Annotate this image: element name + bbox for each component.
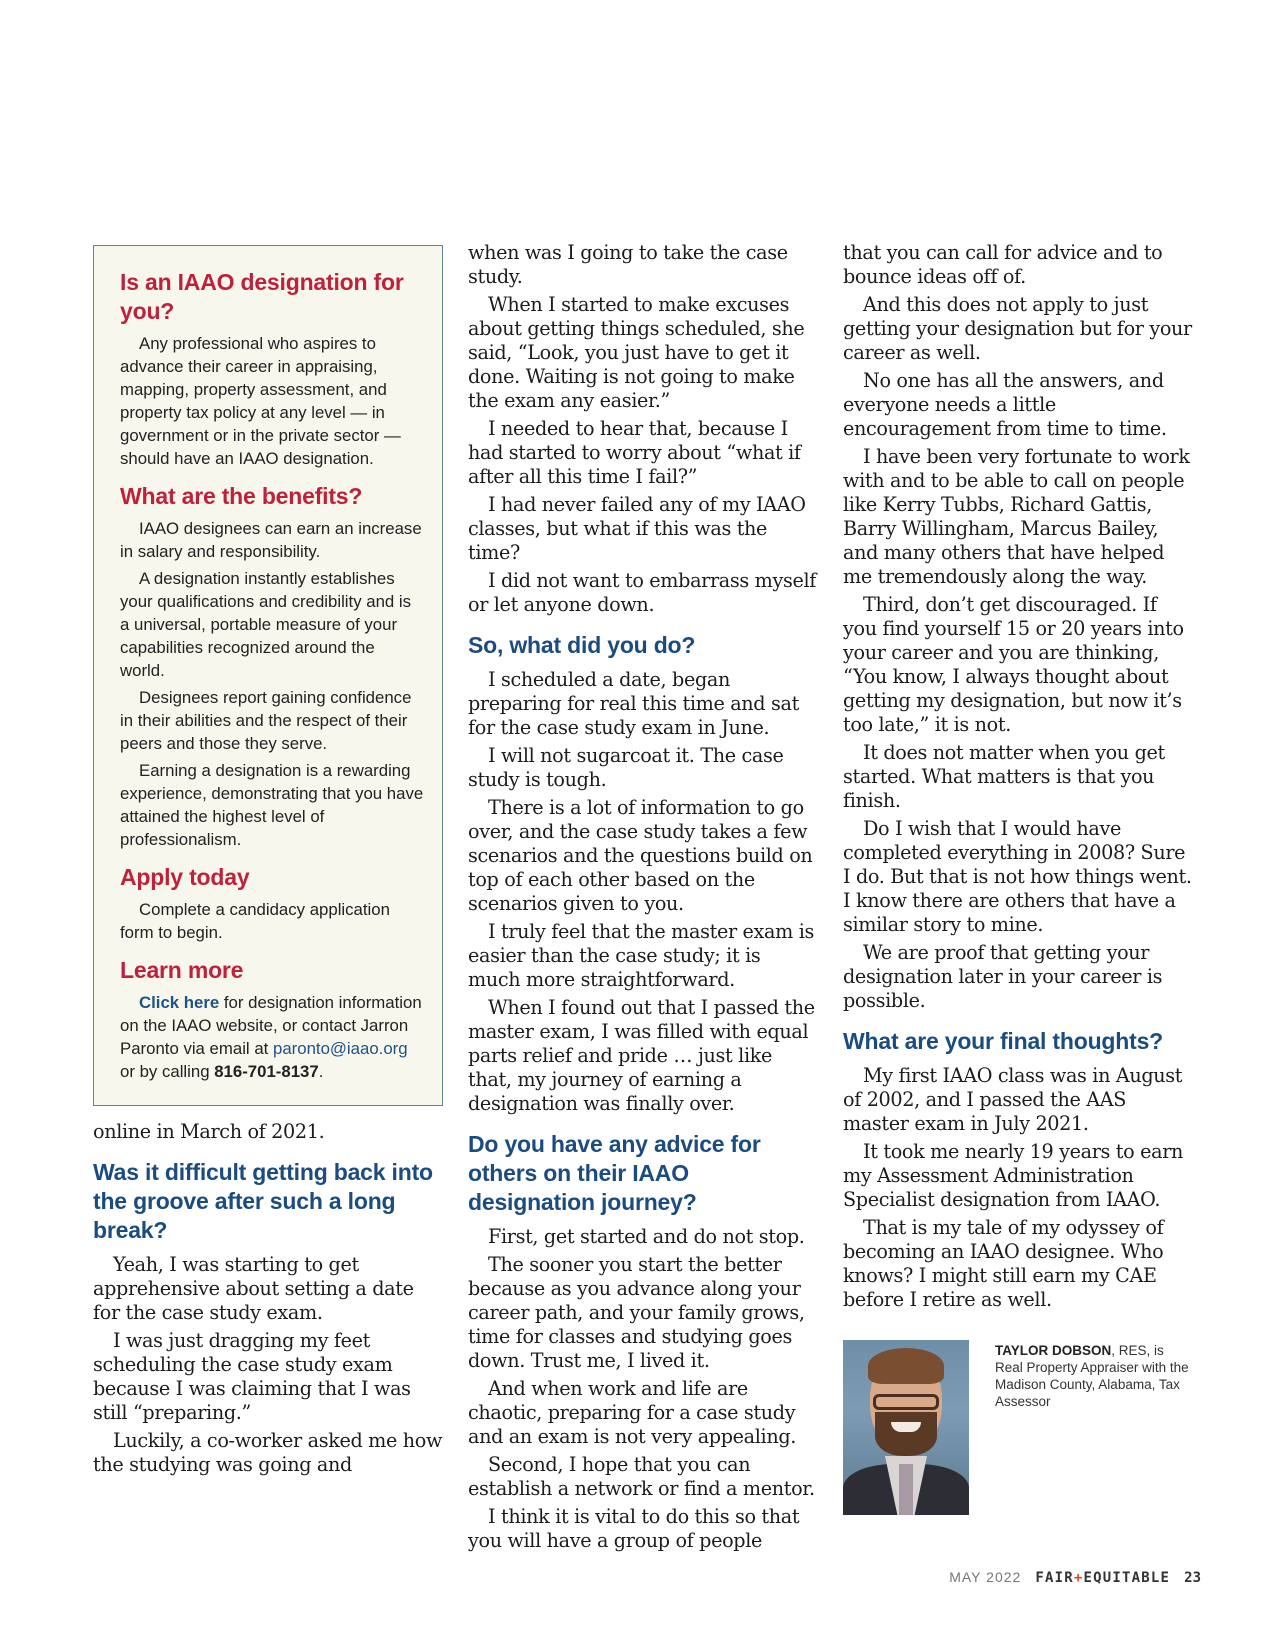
body-paragraph: I have been very fortunate to work with and to be able to call on people like Kerry Tubbs, Richard Gattis, Barry Willingham, Marcus Bailey, and many others that have helped me tremendously along the way.: [843, 445, 1190, 588]
column-2: [468, 241, 818, 1557]
body-paragraph: I needed to hear that, because I had started to worry about “what if after all this time I fail?”: [468, 417, 801, 488]
sidebar-paragraph: Complete a candidacy application form to begin.: [120, 900, 390, 942]
body-paragraph: online in March of 2021.: [93, 1120, 325, 1143]
magazine-name: [1035, 1570, 1170, 1586]
column-3: [843, 241, 1193, 1515]
body-paragraph: Yeah, I was starting to get apprehensive about setting a date for the case study exam.: [93, 1253, 414, 1324]
body-paragraph: There is a lot of information to go over, and the case study takes a few scenarios and the questions build on top of each other based on the scenarios given to you.: [468, 796, 813, 915]
body-paragraph: I will not sugarcoat it. The case study is tough.: [468, 744, 784, 791]
body-paragraph: I think it is vital to do this so that you will have a group of people: [468, 1505, 800, 1552]
question-heading: So, what did you do?: [468, 632, 696, 658]
phone-number: 816-701-8137: [214, 1062, 319, 1081]
body-paragraph: I truly feel that the master exam is easier than the case study; it is much more straightforward.: [468, 920, 814, 991]
brand-left: FAIR: [1035, 1570, 1074, 1586]
sidebar-heading-learn-more: Learn more: [120, 957, 244, 983]
click-here-link[interactable]: Click here: [139, 993, 220, 1012]
page-number: 23: [1184, 1570, 1201, 1586]
question-heading: Was it difficult getting back into the groove after such a long break?: [93, 1159, 433, 1243]
body-paragraph: Do I wish that I would have completed everything in 2008? Sure I do. But that is not how things went. I know there are others that have a similar story to mine.: [843, 817, 1192, 936]
question-heading: Do you have any advice for others on their IAAO designation journey?: [468, 1131, 761, 1215]
body-paragraph: that you can call for advice and to bounce ideas off of.: [843, 241, 1163, 288]
sidebar-paragraph: Any professional who aspires to advance their career in appraising, mapping, property assessment, and property tax policy at any level — in government or in the private sector — should have an IAAO designation.: [120, 334, 401, 468]
body-paragraph: when was I going to take the case study.: [468, 241, 788, 288]
sidebar-heading-benefits: What are the benefits?: [120, 483, 363, 509]
body-paragraph: I scheduled a date, began preparing for real this time and sat for the case study exam in June.: [468, 668, 799, 739]
email-link[interactable]: paronto@iaao.org: [272, 1039, 408, 1058]
sidebar-heading-designation: Is an IAAO designation for you?: [120, 269, 404, 324]
body-paragraph: I did not want to embarrass myself or let anyone down.: [468, 569, 817, 616]
page-footer: [949, 1569, 1201, 1586]
sidebar-paragraph: Designees report gaining confidence in their abilities and the respect of their peers and those they serve.: [120, 688, 412, 753]
sidebar-learn-more-paragraph: [120, 991, 424, 1083]
sidebar-paragraph: Earning a designation is a rewarding experience, demonstrating that you have attained the highest level of professionalism.: [120, 761, 424, 849]
body-paragraph: We are proof that getting your designation later in your career is possible.: [843, 941, 1163, 1012]
body-paragraph: No one has all the answers, and everyone needs a little encouragement from time to time.: [843, 369, 1167, 440]
brand-right: EQUITABLE: [1083, 1570, 1171, 1586]
sidebar-heading-apply: Apply today: [120, 864, 250, 890]
body-paragraph: The sooner you start the better because as you advance along your career path, and your family grows, time for classes and studying goes down. Trust me, I lived it.: [468, 1253, 805, 1372]
body-paragraph: It took me nearly 19 years to earn my Assessment Administration Specialist designation from IAAO.: [843, 1140, 1184, 1211]
column-1: [93, 245, 443, 1481]
author-bio: [843, 1340, 1193, 1515]
body-paragraph: When I found out that I passed the master exam, I was filled with equal parts relief and pride … just like that, my journey of earning a designation was finally over.: [468, 996, 815, 1115]
body-paragraph: That is my tale of my odyssey of becoming an IAAO designee. Who knows? I might still earn my CAE before I retire as well.: [843, 1216, 1164, 1311]
body-paragraph: Second, I hope that you can establish a network or find a mentor.: [468, 1453, 815, 1500]
body-paragraph: When I started to make excuses about getting things scheduled, she said, “Look, you just have to get it done. Waiting is not going to make the exam any easier.”: [468, 293, 805, 412]
body-paragraph: First, get started and do not stop.: [488, 1225, 805, 1248]
question-heading: What are your final thoughts?: [843, 1028, 1164, 1054]
body-paragraph: It does not matter when you get started. What matters is that you finish.: [843, 741, 1165, 812]
body-paragraph: I was just dragging my feet scheduling the case study exam because I was claiming that I was still “preparing.”: [93, 1329, 411, 1424]
body-paragraph: My first IAAO class was in August of 2002, and I passed the AAS master exam in July 2021.: [843, 1064, 1183, 1135]
body-paragraph: Luckily, a co-worker asked me how the studying was going and: [93, 1429, 443, 1476]
author-name: TAYLOR DOBSON: [995, 1343, 1112, 1358]
author-description: , RES, is Real Property Appraiser with the Madison County, Alabama, Tax Assessor: [995, 1343, 1189, 1409]
body-paragraph: Third, don’t get discouraged. If you find yourself 15 or 20 years into your career and you are thinking, “You know, I always thought about getting my designation, but now it’s too late,” it is not.: [843, 593, 1184, 736]
sidebar-paragraph: IAAO designees can earn an increase in salary and responsibility.: [120, 519, 422, 561]
learn-more-text: for designation information on the IAAO website, or contact Jarron Paronto via email at: [120, 993, 422, 1058]
learn-more-text: .: [318, 1062, 324, 1081]
issue-date: MAY 2022: [949, 1569, 1022, 1585]
body-paragraph: I had never failed any of my IAAO classes, but what if this was the time?: [468, 493, 806, 564]
author-bio-text: [995, 1340, 1193, 1515]
designation-sidebar: [93, 245, 443, 1106]
author-photo: [843, 1340, 969, 1515]
body-paragraph: And when work and life are chaotic, preparing for a case study and an exam is not very appealing.: [468, 1377, 797, 1448]
body-paragraph: And this does not apply to just getting your designation but for your career as well.: [843, 293, 1192, 364]
learn-more-text: or by calling: [120, 1062, 215, 1081]
sidebar-paragraph: A designation instantly establishes your qualifications and credibility and is a universal, portable measure of your capabilities recognized around the world.: [120, 569, 412, 680]
plus-icon: +: [1073, 1570, 1084, 1586]
